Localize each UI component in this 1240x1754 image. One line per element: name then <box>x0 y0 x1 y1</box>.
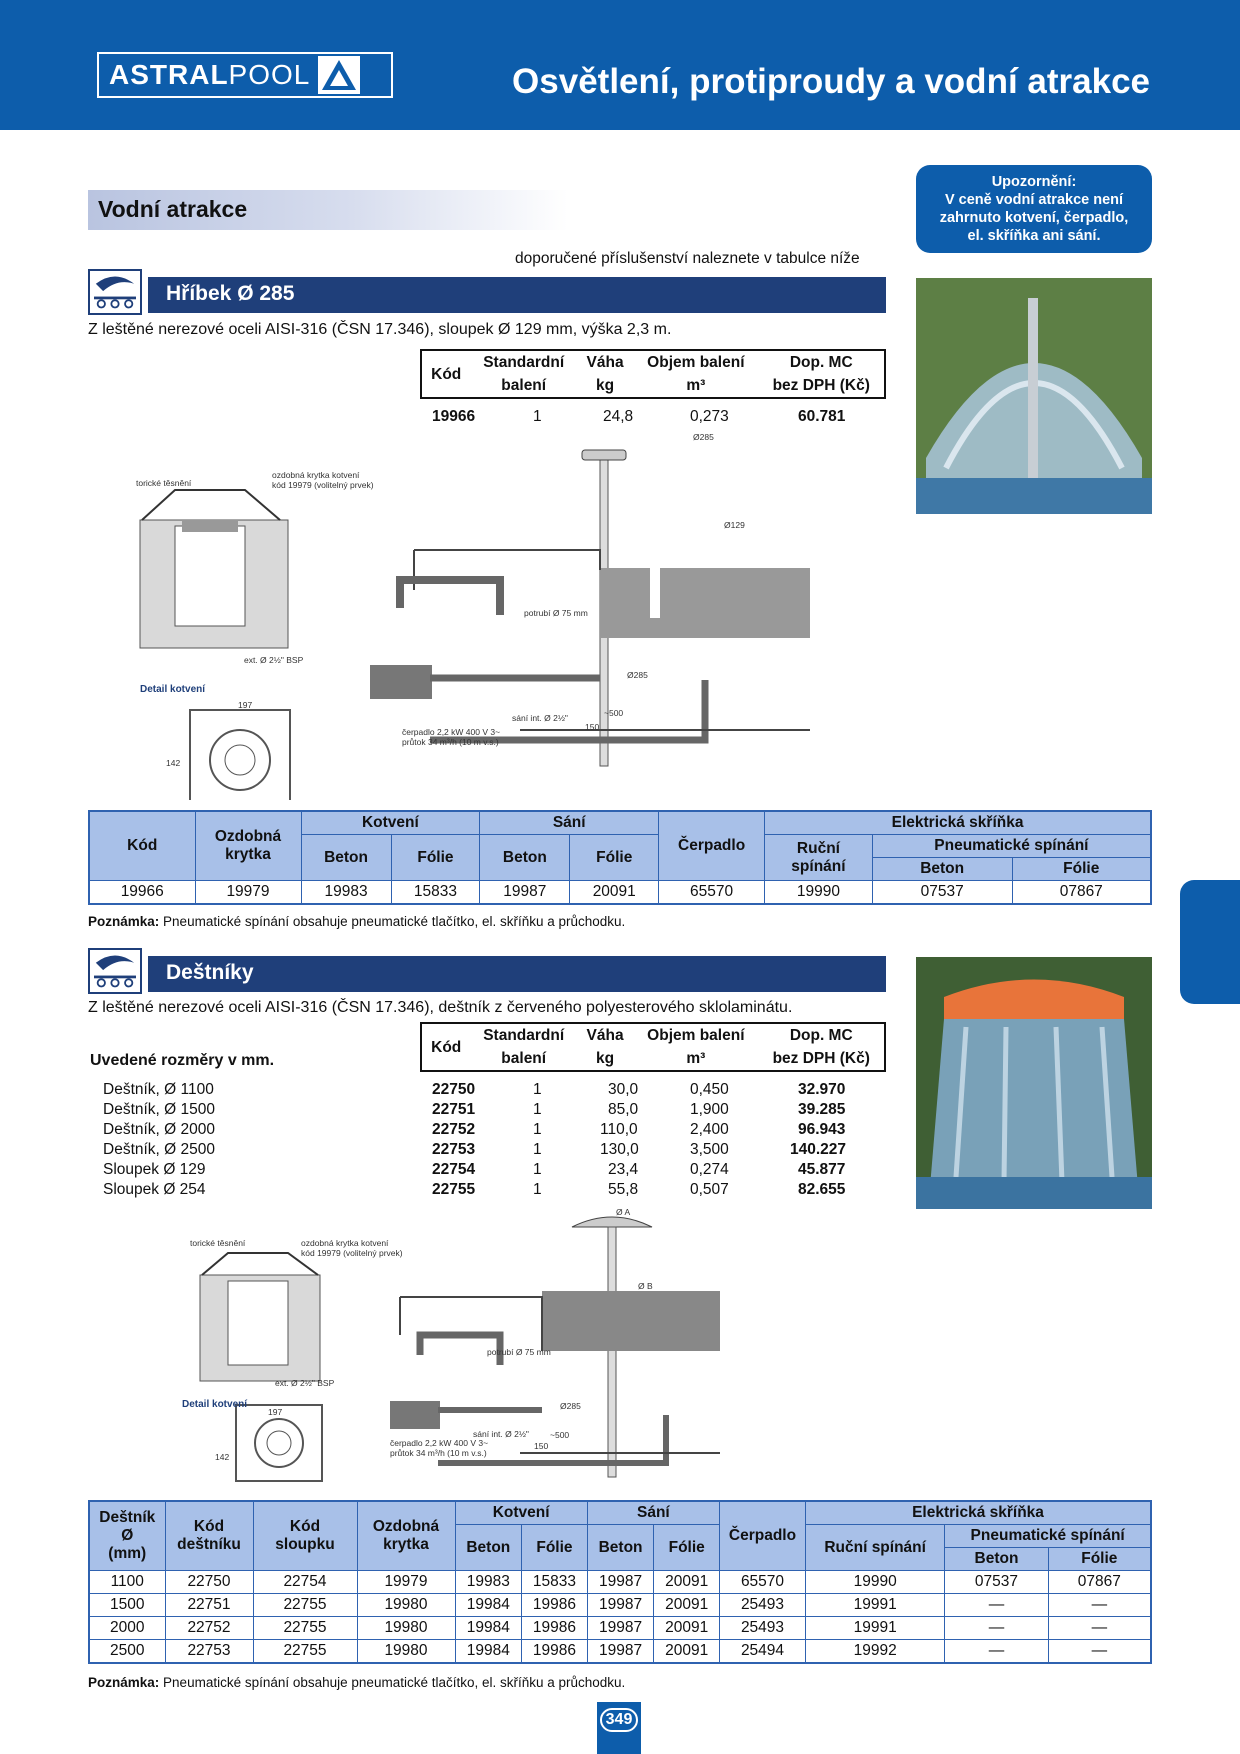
section-title: Vodní atrakce <box>88 190 568 230</box>
table-row: 2500 22753 22755 19980 19984 19986 19987 20091 25494 19992 — — <box>89 1640 1151 1664</box>
product-title: Hříbek Ø 285 <box>148 277 886 313</box>
logo: ASTRALPOOL <box>97 52 393 98</box>
installation-diagram-1: torické těsnění ozdobná krytka kotvení kód 19979 (volitelný prvek) ext. Ø 2½" BSP Detail kotvení 197 142 Ø285 Ø129 potrubí Ø 75 mm sání int. Ø 2½" čerpadlo 2,2 kW 400 V 3~ průtok 34 m³/h (10 m v.s.) Ø285 ~500 150 <box>130 430 810 800</box>
water-feature-icon <box>88 269 142 315</box>
price-table-header-2: Kód Standardní Váha Objem balení Dop. MC balení kg m³ bez DPH (Kč) <box>420 1022 886 1072</box>
product-bar-hribek <box>88 277 886 313</box>
logo-triangle-icon <box>318 56 360 94</box>
page-number: 349 <box>597 1702 641 1754</box>
mushroom-fountain-image <box>916 278 1152 514</box>
installation-diagram-2: torické těsnění ozdobná krytka kotvení kód 19979 (volitelný prvek) ext. Ø 2½" BSP Detail kotvení 197 142 Ø A Ø B potrubí Ø 75 mm sání int. Ø 2½" čerpadlo 2,2 kW 400 V 3~ průtok 34 m³/h (10 m v.s.) Ø285 ~500 150 <box>180 1205 720 1485</box>
product-description: Z leštěné nerezové oceli AISI-316 (ČSN 17.346), deštník z červeného polyesterového sklolaminátu. <box>88 999 793 1016</box>
water-feature-icon <box>88 948 142 994</box>
note-2: Poznámka: Pneumatické spínání obsahuje pneumatické tlačítko, el. skříňku a průchodku. <box>88 1675 626 1690</box>
product-description: Z leštěné nerezové oceli AISI-316 (ČSN 17.346), sloupek Ø 129 mm, výška 2,3 m. <box>88 321 672 338</box>
warning-box: Upozornění: V ceně vodní atrakce není zahrnuto kotvení, čerpadlo, el. skříňka ani sání. <box>916 165 1152 253</box>
page-title: Osvětlení, protiproudy a vodní atrakce <box>512 62 1150 101</box>
accessory-table-2: Deštník Ø (mm) Kód deštníku Kód sloupku Ozdobná krytka Kotvení Sání Čerpadlo Elektrická skříňka Beton Fólie Beton Fólie Ruční spínání Pneumatické spínání Beton Fólie 1100 22750 22754 19979 19983 15833 19987 20091 65570 19990 07537 07867 1500 22751 22755 19980 19984 19986 19987 20091 25493 19991 — — 2000 22752 22755 19980 19984 19986 19987 20091 25493 19991 — — 2500 22753 22755 19980 19984 19986 19987 20091 25494 19992 — — <box>88 1500 1152 1664</box>
note-1: Poznámka: Pneumatické spínání obsahuje pneumatické tlačítko, el. skříňku a průchodku. <box>88 914 626 929</box>
fountain-umbrella-photo <box>916 957 1152 1209</box>
table-row: 1500 22751 22755 19980 19984 19986 19987 20091 25493 19991 — — <box>89 1594 1151 1617</box>
accessory-note: doporučené příslušenství naleznete v tabulce níže <box>515 250 860 267</box>
product-title: Deštníky <box>148 956 886 992</box>
table-row: 2000 22752 22755 19980 19984 19986 19987 20091 25493 19991 — — <box>89 1617 1151 1640</box>
side-tab <box>1180 880 1240 1004</box>
umbrella-fountain-image <box>916 957 1152 1209</box>
fountain-mushroom-photo <box>916 278 1152 514</box>
accessory-table-1: Kód Ozdobná krytka Kotvení Sání Čerpadlo Elektrická skříňka Beton Fólie Beton Fólie Ruční spínání Pneumatické spínání Beton Fólie 19966 19979 19983 15833 19987 20091 65570 19990 07537 07867 <box>88 810 1152 905</box>
table-row: 1100 22750 22754 19979 19983 15833 19987 20091 65570 19990 07537 07867 <box>89 1571 1151 1594</box>
price-table-header: Kód Standardní Váha Objem balení Dop. MC balení kg m³ bez DPH (Kč) <box>420 349 886 399</box>
dimensions-note: Uvedené rozměry v mm. <box>90 1052 275 1069</box>
product-bar-destniky <box>88 956 886 992</box>
